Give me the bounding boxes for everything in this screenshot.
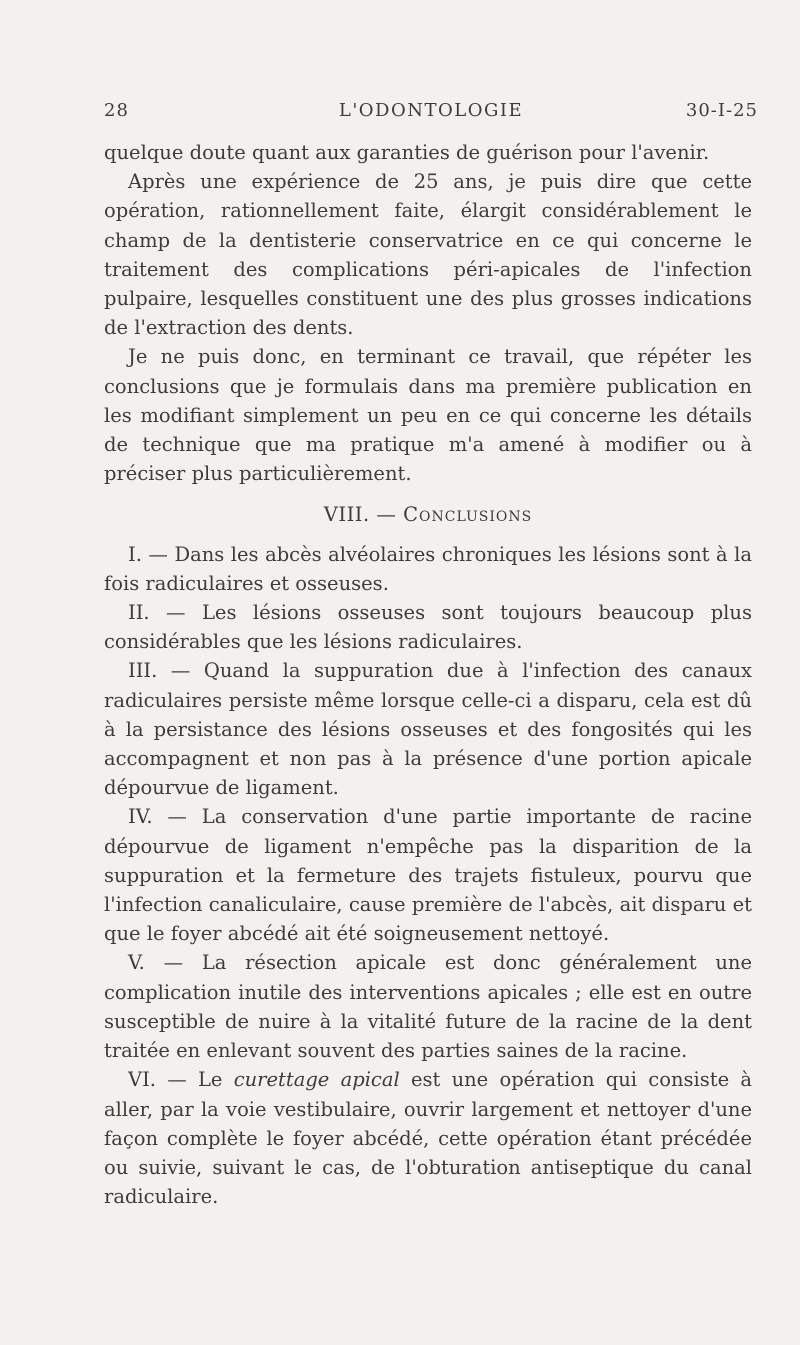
conclusion-item [104, 802, 752, 948]
conclusion-number: V. — [128, 951, 184, 975]
conclusion-item [104, 656, 752, 802]
paragraph-continuation: quelque doute quant aux garanties de guérison pour l'avenir. [104, 141, 710, 164]
conclusion-number: IV. — [128, 805, 187, 829]
section-heading [104, 500, 752, 529]
conclusion-number: I. — [128, 542, 168, 566]
journal-title: L'ODONTOLOGIE [338, 100, 524, 121]
conclusion-number: II. — [128, 601, 186, 625]
conclusion-item [104, 598, 752, 656]
conclusion-text: est une opération qui consiste à aller, par la voie vestibulaire, ouvrir largement et nettoyer d'une façon complète le foyer abcédé, cette opération étant précédée ou suivie, suivant le cas, de l'obturation antiseptique du canal radiculaire. [104, 1068, 752, 1209]
issue-date: 30-I-25 [685, 100, 758, 121]
paragraph: Après une expérience de 25 ans, je puis dire que cette opération, rationnellement faite, élargit considérablement le champ de la dentisterie conservatrice en ce qui concerne le traitement des complications péri-apicales de l'infection pulpaire, lesquelles constituent une des plus grosses indications de l'extraction des dents. [104, 170, 752, 340]
conclusion-text: Dans les abcès alvéolaires chroniques les lésions sont à la fois radiculaires et osseuses. [104, 542, 753, 595]
running-header [104, 100, 758, 128]
conclusion-italic-term: curettage apical [233, 1068, 400, 1092]
page-number: 28 [104, 100, 129, 121]
conclusion-text: La résection apicale est donc généralement une complication inutile des interventions apicales ; elle est en outre susceptible de nuire à la vitalité future de la racine de la dent traitée en enlevant souvent des parties saines de la racine. [104, 951, 753, 1063]
conclusion-item [104, 1065, 752, 1211]
conclusion-text: La conservation d'une partie importante de racine dépourvue de ligament n'empêche pas la disparition de la suppuration et la fermeture des trajets fistuleux, pourvu que l'infection canaliculaire, cause première de l'abcès, ait disparu et que le foyer abcédé ait été soigneusement nettoyé. [104, 805, 753, 946]
conclusion-text: Les lésions osseuses sont toujours beaucoup plus considérables que les lésions radiculaires. [104, 601, 752, 654]
conclusion-number: III. — [128, 659, 191, 683]
conclusion-item [104, 540, 752, 598]
conclusion-text: Quand la suppuration due à l'infection des canaux radiculaires persiste même lorsque celle-ci a disparu, cela est dû à la persistance des lésions osseuses et des fongosités qui les accompagnent et non pas à la présence d'une portion apicale dépourvue de ligament. [104, 659, 753, 800]
conclusions-list [104, 540, 752, 1212]
main-text [104, 138, 752, 1211]
conclusion-number: VI. — [128, 1068, 187, 1092]
section-title: Conclusions [403, 503, 533, 527]
conclusion-prefix: Le [197, 1068, 223, 1092]
paragraph: Je ne puis donc, en terminant ce travail, que répéter les conclusions que je formulais dans ma première publication en les modifiant simplement un peu en ce qui concerne les détails de technique que ma pratique m'a amené à modifier ou à préciser plus particulièrement. [104, 345, 752, 486]
section-number: VIII. — [323, 503, 397, 527]
conclusion-item [104, 948, 752, 1065]
